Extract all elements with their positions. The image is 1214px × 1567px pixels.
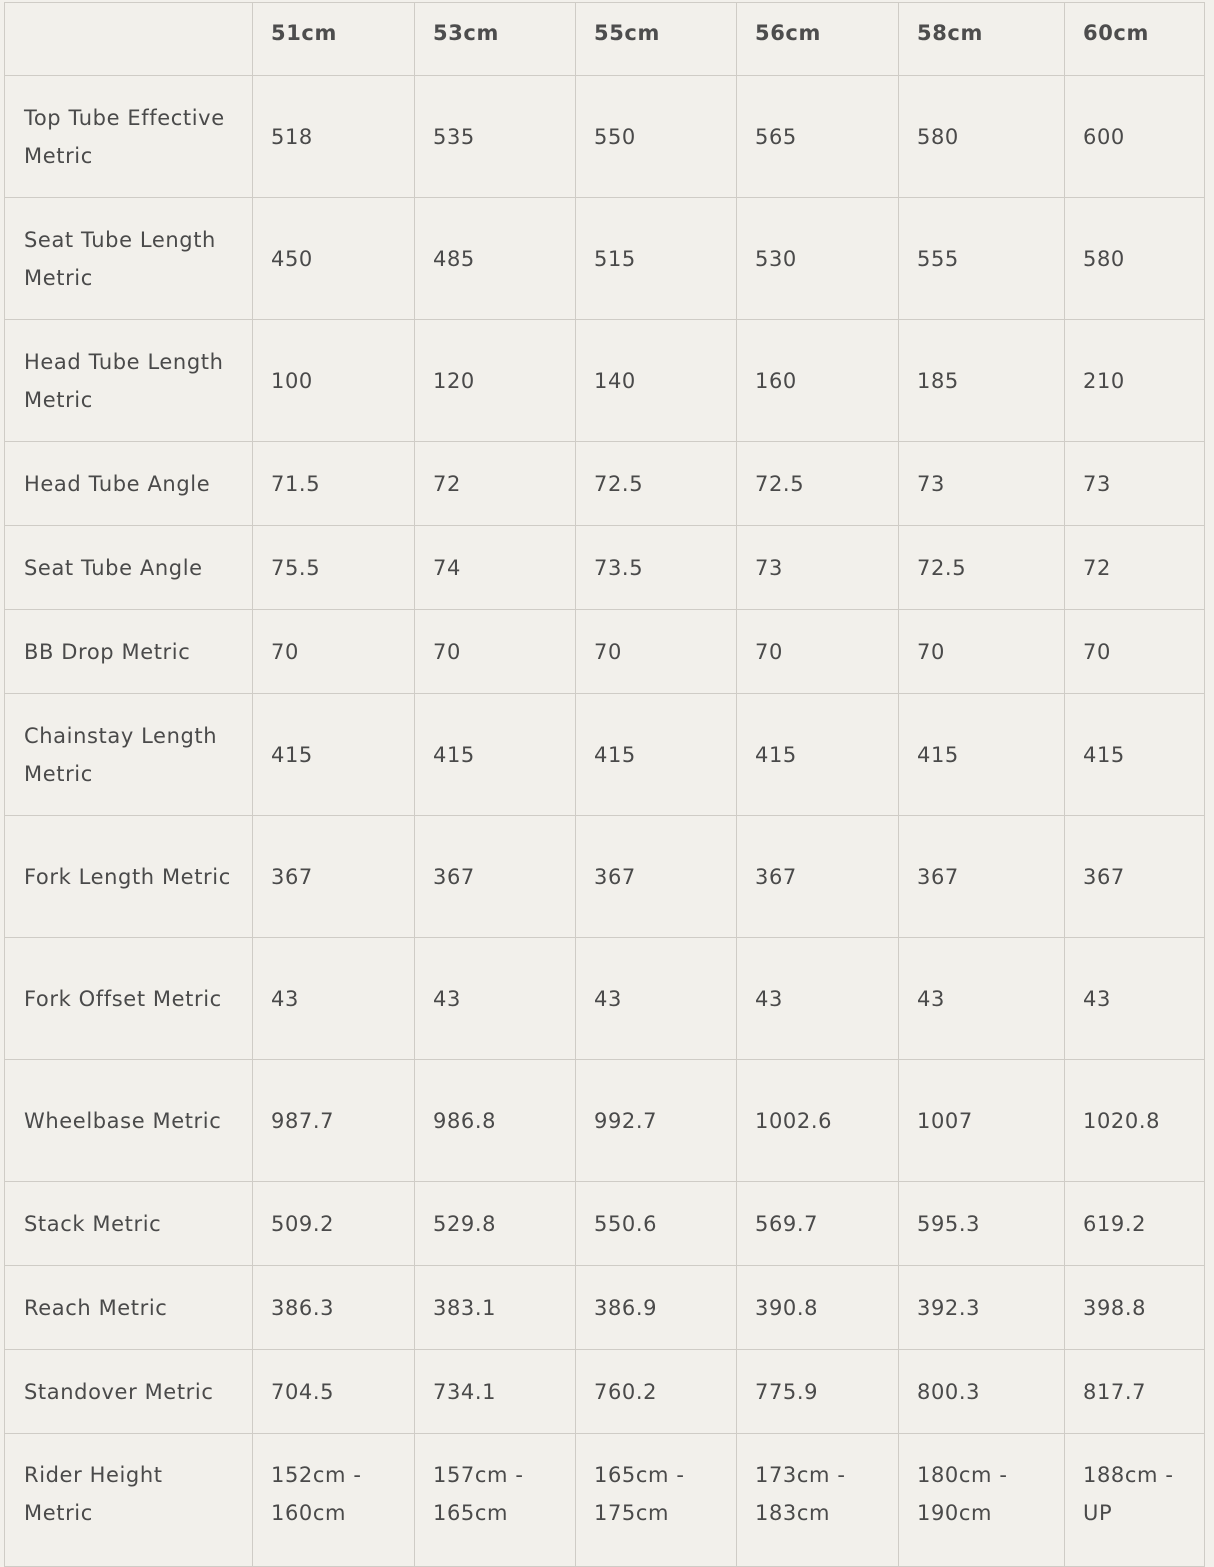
table-cell: 160 (737, 320, 899, 442)
table-cell: 367 (737, 816, 899, 938)
row-label: Stack Metric (5, 1182, 253, 1266)
table-cell: 529.8 (415, 1182, 576, 1266)
row-label: Seat Tube Length Metric (5, 198, 253, 320)
size-header-60: 60cm (1065, 3, 1205, 76)
table-row (5, 1182, 1205, 1266)
table-row (5, 694, 1205, 816)
table-cell: 43 (737, 938, 899, 1060)
table-cell: 70 (253, 610, 415, 694)
table-cell: 450 (253, 198, 415, 320)
geometry-table (4, 2, 1205, 1567)
table-cell: 157cm - 165cm (415, 1434, 576, 1567)
row-label: Seat Tube Angle (5, 526, 253, 610)
table-cell: 415 (576, 694, 737, 816)
table-cell: 1007 (899, 1060, 1065, 1182)
header-row (5, 3, 1205, 76)
table-cell: 518 (253, 76, 415, 198)
table-cell: 800.3 (899, 1350, 1065, 1434)
table-cell: 72 (1065, 526, 1205, 610)
table-cell: 70 (1065, 610, 1205, 694)
size-header-53: 53cm (415, 3, 576, 76)
size-header-51: 51cm (253, 3, 415, 76)
table-cell: 817.7 (1065, 1350, 1205, 1434)
table-cell: 535 (415, 76, 576, 198)
table-cell: 72.5 (737, 442, 899, 526)
table-cell: 43 (415, 938, 576, 1060)
table-cell: 71.5 (253, 442, 415, 526)
table-cell: 760.2 (576, 1350, 737, 1434)
table-cell: 595.3 (899, 1182, 1065, 1266)
table-cell: 569.7 (737, 1182, 899, 1266)
row-label: Fork Offset Metric (5, 938, 253, 1060)
table-cell: 210 (1065, 320, 1205, 442)
size-header-55: 55cm (576, 3, 737, 76)
table-cell: 100 (253, 320, 415, 442)
table-cell: 386.9 (576, 1266, 737, 1350)
table-cell: 619.2 (1065, 1182, 1205, 1266)
table-cell: 75.5 (253, 526, 415, 610)
table-cell: 390.8 (737, 1266, 899, 1350)
table-cell: 43 (253, 938, 415, 1060)
table-cell: 180cm - 190cm (899, 1434, 1065, 1567)
table-cell: 70 (415, 610, 576, 694)
row-label: Top Tube Effective Metric (5, 76, 253, 198)
row-label: Reach Metric (5, 1266, 253, 1350)
table-row (5, 1266, 1205, 1350)
table-cell: 415 (415, 694, 576, 816)
table-cell: 986.8 (415, 1060, 576, 1182)
table-cell: 74 (415, 526, 576, 610)
row-label: Head Tube Angle (5, 442, 253, 526)
corner-header-cell (5, 3, 253, 76)
table-cell: 550 (576, 76, 737, 198)
table-cell: 580 (1065, 198, 1205, 320)
table-cell: 1002.6 (737, 1060, 899, 1182)
table-cell: 43 (899, 938, 1065, 1060)
table-row (5, 198, 1205, 320)
table-row (5, 1434, 1205, 1567)
size-header-58: 58cm (899, 3, 1065, 76)
table-row (5, 76, 1205, 198)
table-row (5, 1350, 1205, 1434)
table-cell: 70 (576, 610, 737, 694)
row-label: Wheelbase Metric (5, 1060, 253, 1182)
table-cell: 188cm - UP (1065, 1434, 1205, 1567)
table-cell: 383.1 (415, 1266, 576, 1350)
table-cell: 165cm - 175cm (576, 1434, 737, 1567)
table-row (5, 610, 1205, 694)
row-label: BB Drop Metric (5, 610, 253, 694)
table-cell: 386.3 (253, 1266, 415, 1350)
row-label: Standover Metric (5, 1350, 253, 1434)
table-row (5, 938, 1205, 1060)
table-cell: 173cm - 183cm (737, 1434, 899, 1567)
table-cell: 72.5 (899, 526, 1065, 610)
table-cell: 70 (737, 610, 899, 694)
table-cell: 550.6 (576, 1182, 737, 1266)
table-cell: 73 (1065, 442, 1205, 526)
table-cell: 987.7 (253, 1060, 415, 1182)
table-cell: 415 (1065, 694, 1205, 816)
table-cell: 704.5 (253, 1350, 415, 1434)
table-cell: 140 (576, 320, 737, 442)
table-cell: 530 (737, 198, 899, 320)
table-cell: 43 (1065, 938, 1205, 1060)
table-cell: 367 (899, 816, 1065, 938)
table-cell: 43 (576, 938, 737, 1060)
table-cell: 415 (899, 694, 1065, 816)
table-cell: 580 (899, 76, 1065, 198)
row-label: Fork Length Metric (5, 816, 253, 938)
table-cell: 73 (737, 526, 899, 610)
table-row (5, 1060, 1205, 1182)
table-row (5, 526, 1205, 610)
table-cell: 398.8 (1065, 1266, 1205, 1350)
table-cell: 392.3 (899, 1266, 1065, 1350)
table-cell: 185 (899, 320, 1065, 442)
row-label: Rider Height Metric (5, 1434, 253, 1567)
table-cell: 120 (415, 320, 576, 442)
table-cell: 70 (899, 610, 1065, 694)
table-cell: 509.2 (253, 1182, 415, 1266)
table-cell: 415 (253, 694, 415, 816)
table-cell: 555 (899, 198, 1065, 320)
table-cell: 992.7 (576, 1060, 737, 1182)
table-cell: 72.5 (576, 442, 737, 526)
table-cell: 734.1 (415, 1350, 576, 1434)
table-row (5, 816, 1205, 938)
table-cell: 775.9 (737, 1350, 899, 1434)
table-cell: 73 (899, 442, 1065, 526)
table-cell: 367 (415, 816, 576, 938)
size-header-56: 56cm (737, 3, 899, 76)
table-cell: 367 (253, 816, 415, 938)
table-cell: 367 (576, 816, 737, 938)
table-cell: 600 (1065, 76, 1205, 198)
row-label: Head Tube Length Metric (5, 320, 253, 442)
table-cell: 367 (1065, 816, 1205, 938)
table-cell: 1020.8 (1065, 1060, 1205, 1182)
table-cell: 415 (737, 694, 899, 816)
table-cell: 152cm - 160cm (253, 1434, 415, 1567)
table-cell: 565 (737, 76, 899, 198)
table-row (5, 442, 1205, 526)
table-cell: 515 (576, 198, 737, 320)
table-row (5, 320, 1205, 442)
row-label: Chainstay Length Metric (5, 694, 253, 816)
table-cell: 72 (415, 442, 576, 526)
table-cell: 73.5 (576, 526, 737, 610)
table-cell: 485 (415, 198, 576, 320)
